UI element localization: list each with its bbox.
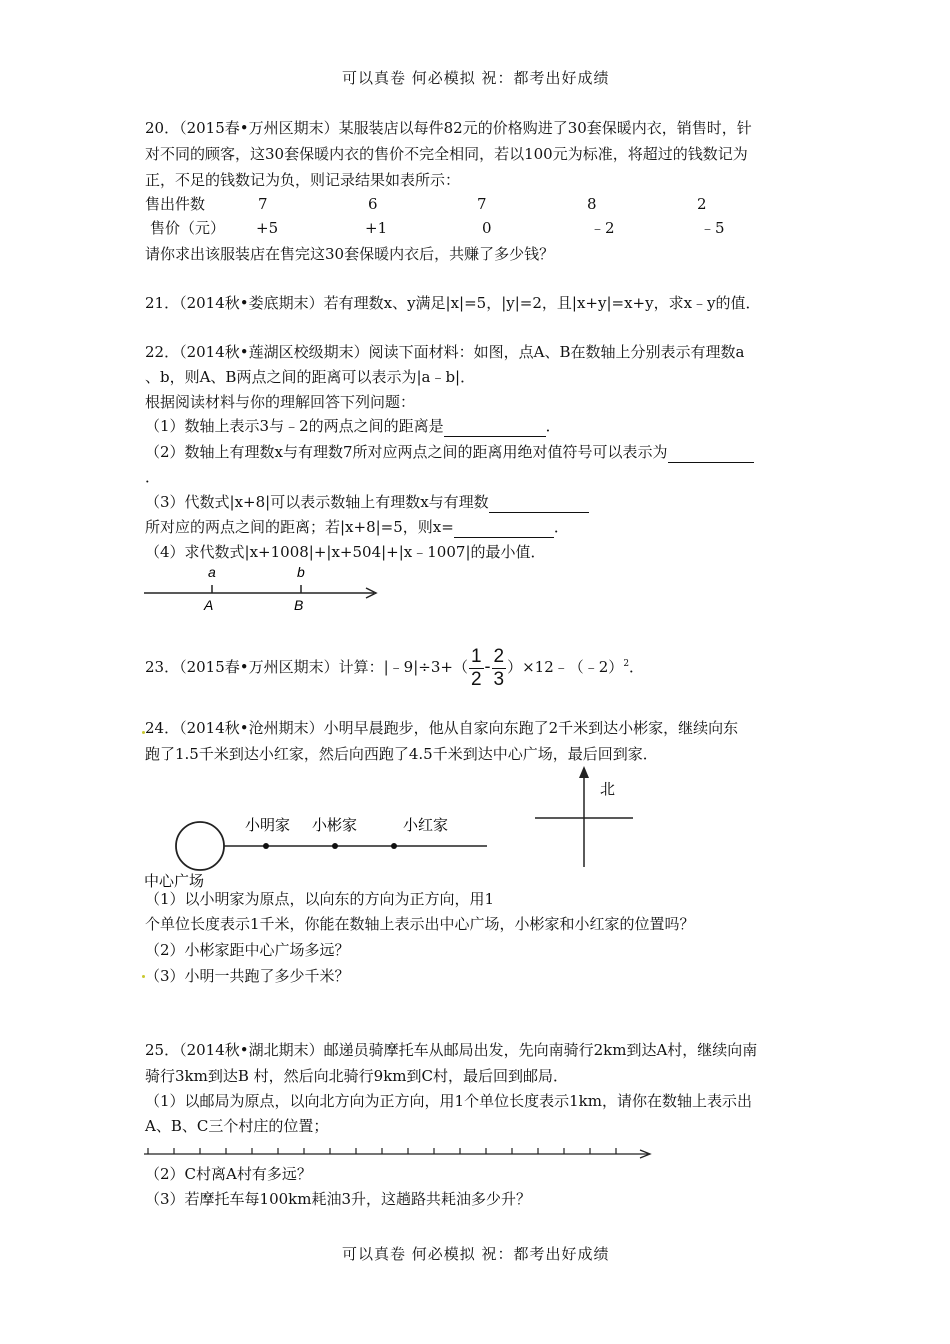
q25-line1: 25．（2014秋•湖北期末）邮递员骑摩托车从邮局出发，先向南骑行2km到达A村，继续向南 <box>145 1041 758 1059</box>
q22-part2-end: ． <box>145 468 161 486</box>
q22-part3b <box>145 517 569 538</box>
q22-part3 <box>145 492 589 513</box>
q22-part2-text: （2）数轴上有理数x与有理数7所对应两点之间的距离用绝对值符号可以表示为 <box>145 443 668 461</box>
q22-part3-text: （3）代数式|x+8|可以表示数轴上有理数x与有理数 <box>145 493 489 511</box>
q23-minus: - <box>484 656 491 676</box>
fraction-2-3 <box>492 646 507 691</box>
label-xiaohong-home: 小红家 <box>403 817 449 834</box>
q24-line2: 跑了1.5千米到达小红家，然后向西跑了4.5千米到达中心广场，最后回到家． <box>145 745 658 763</box>
q22-line1: 22．（2014秋•莲湖区校级期末）阅读下面材料：如图，点A、B在数轴上分别表示有理数a <box>145 343 745 361</box>
q22-part2 <box>145 442 754 463</box>
q20-table-cell: +5 <box>256 219 279 237</box>
q20-table-cell: 8 <box>587 195 597 213</box>
label-xiaobin-home: 小彬家 <box>312 817 358 834</box>
fraction-1-2 <box>469 646 484 691</box>
compass-north-arrow-icon <box>579 766 589 778</box>
q25-line2: 骑行3km到达B 村，然后向北骑行9km到C村，最后回到邮局． <box>145 1067 568 1085</box>
q24-part1b: 个单位长度表示1千米，你能在数轴上表示出中心广场，小彬家和小红家的位置吗？ <box>145 915 695 933</box>
q21-line1: 21．（2014秋•娄底期末）若有理数x、y满足|x|=5，|y|=2，且|x+y|=x+y，求x﹣y的值． <box>145 294 761 312</box>
label-north: 北 <box>600 781 616 798</box>
answer-blank <box>444 416 546 437</box>
q20-table-cell: 7 <box>258 195 268 213</box>
point-xiaoming <box>263 843 269 849</box>
fraction-denominator: 3 <box>493 668 505 690</box>
q20-table-cell: 0 <box>482 219 492 237</box>
q20-table-row1-label: 售出件数 <box>145 195 206 213</box>
q23-prefix: 23．（2015春•万州区期末）计算：|﹣9|÷3+（ <box>145 658 468 676</box>
q23-suffix: ）×12﹣（﹣2） <box>507 658 624 676</box>
point-xiaohong <box>391 843 397 849</box>
q24-part3: （3）小明一共跑了多少千米？ <box>145 967 350 985</box>
q23-exponent: 2 <box>623 659 630 669</box>
q22-part3b-text: 所对应的两点之间的距离；若|x+8|=5，则x= <box>145 518 454 536</box>
q22-number-line-figure <box>140 562 390 614</box>
q22-part1-end: ． <box>545 417 561 435</box>
q20-table-cell: ﹣2 <box>590 219 615 237</box>
q25-part3: （3）若摩托车每100km耗油3升，这趟路共耗油多少升？ <box>145 1190 532 1208</box>
q20-table-cell: 2 <box>697 195 707 213</box>
central-square-circle <box>176 822 224 870</box>
q24-part2: （2）小彬家距中心广场多远？ <box>145 941 350 959</box>
label-central-square: 中心广场 <box>144 873 205 890</box>
q20-table-cell: 6 <box>368 195 378 213</box>
fraction-numerator: 1 <box>470 645 482 667</box>
q20-question: 请你求出该服装店在售完这30套保暖内衣后，共赚了多少钱？ <box>145 245 555 263</box>
q24-line1: 24．（2014秋•沧州期末）小明早晨跑步，他从自家向东跑了2千米到达小彬家，继续向东 <box>145 719 739 737</box>
q20-line1: 20．（2015春•万州区期末）某服装店以每件82元的价格购进了30套保暖内衣，销售时，针 <box>145 119 752 137</box>
q20-table-cell: ﹣5 <box>700 219 725 237</box>
label-B: B <box>294 597 304 613</box>
q24-part1a: （1）以小明家为原点，以向东的方向为正方向，用1 <box>145 890 495 908</box>
answer-blank <box>454 517 554 538</box>
page-header: 可以真卷 何必模拟 祝：都考出好成绩 <box>342 69 610 87</box>
q25-blank-number-line <box>140 1142 660 1162</box>
q25-part1b: A、B、C三个村庄的位置； <box>145 1117 329 1135</box>
question-23 <box>145 640 644 691</box>
q24-route-figure <box>140 764 640 890</box>
q20-table-cell: +1 <box>365 219 388 237</box>
answer-blank <box>668 442 754 463</box>
q22-line3: 根据阅读材料与你的理解回答下列问题： <box>145 393 416 411</box>
q23-end: ． <box>629 658 645 676</box>
q20-line2: 对不同的顾客，这30套保暖内衣的售价不完全相同，若以100元为标准，将超过的钱数记为 <box>145 145 748 163</box>
q20-table-cell: 7 <box>477 195 487 213</box>
label-a: a <box>208 564 216 580</box>
answer-blank <box>489 492 589 513</box>
q22-part1 <box>145 416 561 437</box>
q22-part1-text: （1）数轴上表示3与﹣2的两点之间的距离是 <box>145 417 444 435</box>
q20-line3: 正，不足的钱数记为负，则记录结果如表所示： <box>145 171 461 189</box>
q22-part4: （4）求代数式|x+1008|+|x+504|+|x﹣1007|的最小值． <box>145 543 546 561</box>
fraction-numerator: 2 <box>493 645 505 667</box>
label-b: b <box>297 564 305 580</box>
fraction-denominator: 2 <box>470 668 482 690</box>
q25-part1a: （1）以邮局为原点，以向北方向为正方向，用1个单位长度表示1km，请你在数轴上表示出 <box>145 1092 752 1110</box>
q22-part3b-end: ． <box>553 518 569 536</box>
q25-part2: （2）C村离A村有多远？ <box>145 1165 312 1183</box>
label-xiaoming-home: 小明家 <box>245 817 291 834</box>
point-xiaobin <box>332 843 338 849</box>
label-A: A <box>204 597 214 613</box>
q20-table-row2-label: 售价（元） <box>150 219 226 237</box>
q22-line2: 、b，则A、B两点之间的距离可以表示为|a﹣b|． <box>145 368 476 386</box>
page-footer: 可以真卷 何必模拟 祝：都考出好成绩 <box>342 1245 610 1263</box>
